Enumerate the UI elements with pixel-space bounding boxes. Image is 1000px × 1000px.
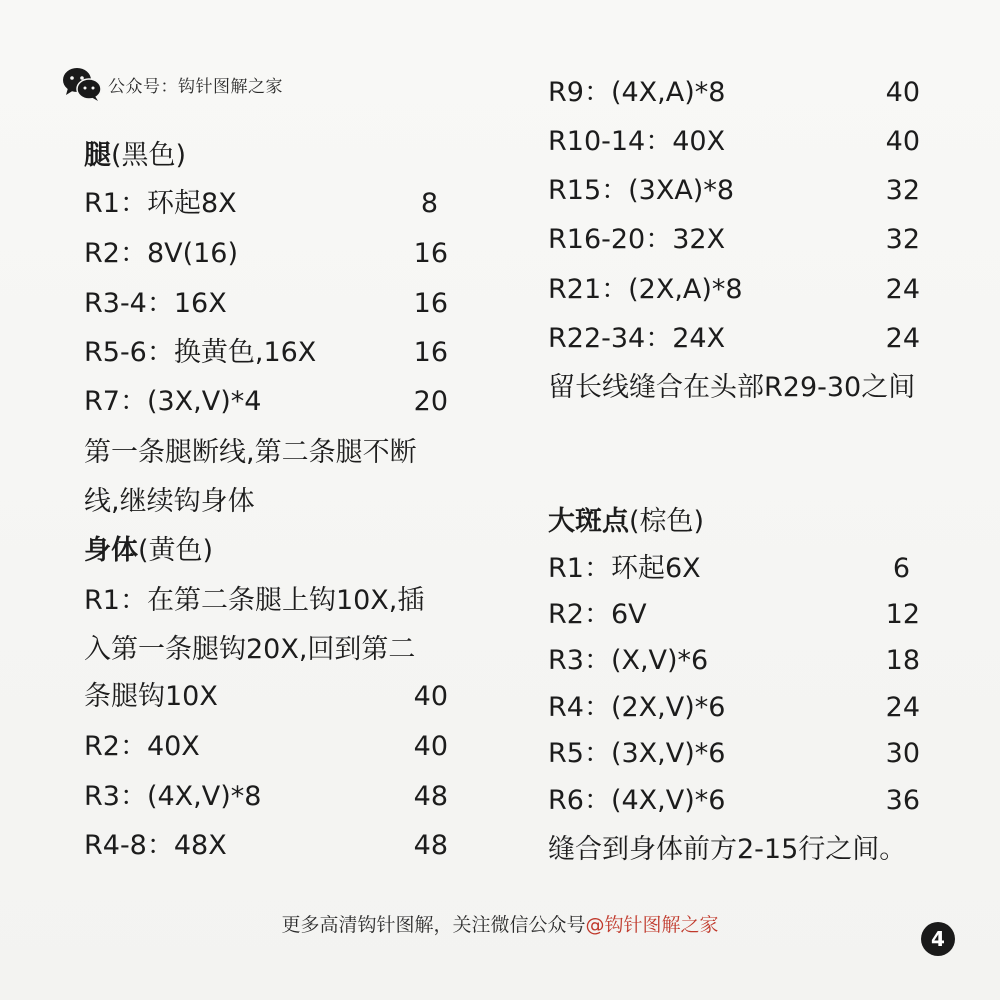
spot-title-color: (棕色) bbox=[629, 506, 705, 537]
row-instruction: R15：(3XA)*8 bbox=[548, 175, 735, 206]
legs-row bbox=[84, 382, 454, 422]
account-name: 公众号：钩针图解之家 bbox=[108, 76, 283, 97]
footer bbox=[0, 910, 1000, 937]
legs-note-line: 第一条腿断线,第二条腿不断 bbox=[84, 437, 417, 468]
body-title-color: (黄色) bbox=[138, 535, 214, 566]
row-stitch-count: 32 bbox=[885, 175, 920, 206]
row-instruction: R3：(4X,V)*8 bbox=[84, 781, 262, 812]
row-stitch-count: 40 bbox=[885, 126, 920, 157]
body-row bbox=[84, 826, 454, 866]
row-instruction: R2：40X bbox=[84, 731, 200, 762]
body-r1-line: R1：在第二条腿上钩10X,插 bbox=[84, 585, 425, 616]
spot-note: 缝合到身体前方2-15行之间。 bbox=[548, 834, 907, 865]
row-stitch-count: 24 bbox=[885, 692, 920, 723]
spot-row bbox=[548, 549, 928, 589]
body-row bbox=[548, 171, 928, 211]
row-stitch-count: 36 bbox=[885, 785, 920, 816]
row-instruction: R5：(3X,V)*6 bbox=[548, 738, 726, 769]
body-row bbox=[84, 727, 454, 767]
row-stitch-count: 6 bbox=[892, 553, 910, 584]
footer-text: 更多高清钩针图解，关注微信公众号 bbox=[281, 914, 586, 936]
body-row bbox=[84, 677, 454, 717]
legs-row bbox=[84, 284, 454, 324]
row-instruction: 条腿钩10X bbox=[84, 681, 218, 712]
body-row bbox=[548, 319, 928, 359]
body-row bbox=[548, 220, 928, 260]
body-note: 留长线缝合在头部R29-30之间 bbox=[548, 372, 916, 403]
row-stitch-count: 18 bbox=[885, 645, 920, 676]
spot-row bbox=[548, 595, 928, 635]
legs-row bbox=[84, 234, 454, 274]
row-stitch-count: 20 bbox=[413, 386, 448, 417]
row-stitch-count: 24 bbox=[885, 323, 920, 354]
spot-row bbox=[548, 734, 928, 774]
row-stitch-count: 40 bbox=[413, 731, 448, 762]
account-header bbox=[62, 66, 283, 102]
page-number-badge: 4 bbox=[921, 922, 955, 956]
row-stitch-count: 12 bbox=[885, 599, 920, 630]
row-instruction: R4：(2X,V)*6 bbox=[548, 692, 726, 723]
legs-row bbox=[84, 333, 454, 373]
body-r1-line: 入第一条腿钩20X,回到第二 bbox=[84, 634, 416, 665]
row-stitch-count: 32 bbox=[885, 224, 920, 255]
row-instruction: R1：环起8X bbox=[84, 188, 237, 219]
footer-handle: @钩针图解之家 bbox=[585, 914, 719, 936]
row-stitch-count: 30 bbox=[885, 738, 920, 769]
row-instruction: R4-8：48X bbox=[84, 830, 227, 861]
legs-note-line: 线,继续钩身体 bbox=[84, 486, 255, 517]
row-instruction: R21：(2X,A)*8 bbox=[548, 274, 743, 305]
row-stitch-count: 40 bbox=[885, 77, 920, 108]
row-instruction: R10-14：40X bbox=[548, 126, 726, 157]
row-instruction: R3：(X,V)*6 bbox=[548, 645, 709, 676]
row-instruction: R2：6V bbox=[548, 599, 647, 630]
body-title bbox=[84, 531, 454, 571]
row-stitch-count: 40 bbox=[413, 681, 448, 712]
row-stitch-count: 48 bbox=[413, 830, 448, 861]
legs-title-color: (黑色) bbox=[111, 140, 187, 171]
row-stitch-count: 16 bbox=[413, 337, 448, 368]
row-stitch-count: 16 bbox=[413, 238, 448, 269]
row-instruction: R3-4：16X bbox=[84, 288, 227, 319]
row-stitch-count: 8 bbox=[420, 188, 438, 219]
row-instruction: R22-34：24X bbox=[548, 323, 726, 354]
legs-title-bold: 腿 bbox=[84, 140, 111, 171]
body-row bbox=[548, 73, 928, 113]
row-instruction: R9：(4X,A)*8 bbox=[548, 77, 726, 108]
wechat-icon bbox=[62, 66, 102, 102]
row-instruction: R2：8V(16) bbox=[84, 238, 239, 269]
row-stitch-count: 48 bbox=[413, 781, 448, 812]
row-instruction: R6：(4X,V)*6 bbox=[548, 785, 726, 816]
row-stitch-count: 16 bbox=[413, 288, 448, 319]
body-row bbox=[548, 270, 928, 310]
row-stitch-count: 24 bbox=[885, 274, 920, 305]
legs-title bbox=[84, 136, 454, 176]
body-row bbox=[84, 777, 454, 817]
spot-row bbox=[548, 641, 928, 681]
body-row bbox=[548, 122, 928, 162]
row-instruction: R7：(3X,V)*4 bbox=[84, 386, 262, 417]
spot-row bbox=[548, 688, 928, 728]
spot-title bbox=[548, 502, 928, 542]
legs-row bbox=[84, 184, 454, 224]
row-instruction: R5-6：换黄色,16X bbox=[84, 337, 317, 368]
row-instruction: R1：环起6X bbox=[548, 553, 701, 584]
spot-row bbox=[548, 781, 928, 821]
row-instruction: R16-20：32X bbox=[548, 224, 726, 255]
spot-title-bold: 大斑点 bbox=[548, 506, 629, 537]
body-title-bold: 身体 bbox=[84, 535, 138, 566]
